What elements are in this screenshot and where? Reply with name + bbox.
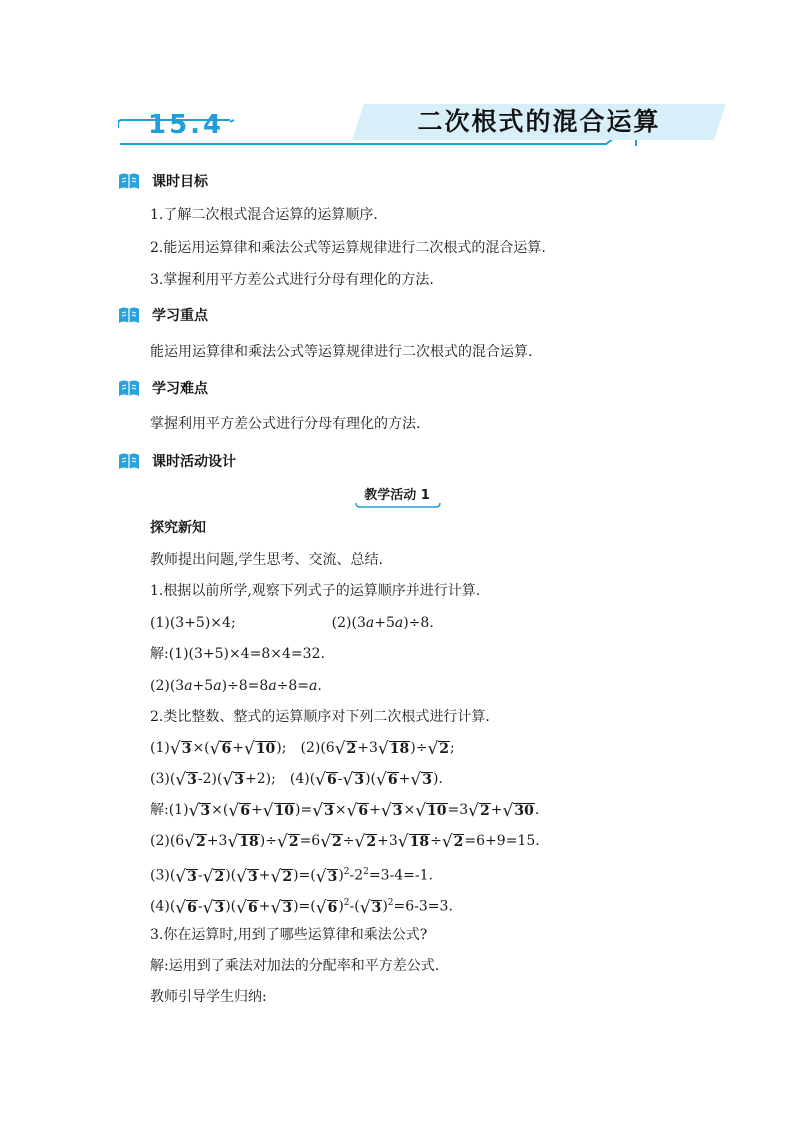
activity-intro: 教师提出问题,学生思考、交流、总结.: [150, 552, 383, 568]
lesson-number: 15.4: [148, 110, 225, 140]
section-difficulty: [118, 377, 208, 399]
question-3: 3.你在运算时,用到了哪些运算律和乘法公式?: [150, 927, 428, 943]
goal-1: 1.了解二次根式混合运算的运算顺序.: [150, 207, 378, 223]
question-2: 2.类比整数、整式的运算顺序对下列二次根式进行计算.: [150, 709, 490, 725]
q1-problems: (1)(3+5)×4; (2)(3a+5a)÷8.: [150, 615, 434, 631]
section-design: [118, 450, 236, 472]
book-icon: [118, 451, 140, 471]
q2-problems-b: (3)( √ 3 -2)( √ 3 +2); (4)( √ 6 - √ 3 )( √ 6 + √ 3 ).: [150, 770, 443, 790]
section-design-label: 课时活动设计: [152, 454, 236, 470]
q2-answer-2: (2)(6 √ 2 +3 √ 18 )÷ √ 2 =6 √ 2 ÷ √ 2 +3 √ 18 ÷ √ 2 =6+9=15.: [150, 832, 540, 852]
focus-text: 能运用运算律和乘法公式等运算规律进行二次根式的混合运算.: [150, 344, 533, 360]
q2-answer-4: (4)( √ 6 - √ 3 )( √ 6 + √ 3 )=( √ 6 )$^2$-( √ 3 )$^2$=6-3=3.: [150, 897, 453, 918]
closing-text: 教师引导学生归纳:: [150, 989, 267, 1005]
q2-answer-1: 解:(1) √ 3 ×( √ 6 + √ 10 )= √ 3 × √ 6 + √ 3 × √ 10 =3 √ 2 + √ 30 .: [150, 801, 540, 821]
lesson-title: 二次根式的混合运算: [417, 107, 661, 136]
book-icon: [118, 171, 140, 191]
lesson-header: [118, 100, 661, 152]
goal-3: 3.掌握利用平方差公式进行分母有理化的方法.: [150, 272, 434, 288]
difficulty-text: 掌握利用平方差公式进行分母有理化的方法.: [150, 416, 421, 432]
section-focus: [118, 304, 208, 326]
activity-underline: [354, 501, 442, 509]
section-focus-label: 学习重点: [152, 308, 208, 324]
q2-answer-3: (3)( √ 3 - √ 2 )( √ 3 + √ 2 )=( √ 3 )$^2-2^2=3-4=-1$.: [150, 866, 433, 887]
section-goals-label: 课时目标: [152, 174, 208, 190]
book-icon: [118, 378, 140, 398]
activity-subtitle: 探究新知: [150, 520, 206, 536]
question-1: 1.根据以前所学,观察下列式子的运算顺序并进行计算.: [150, 583, 481, 599]
answer-3: 解:运用到了乘法对加法的分配率和平方差公式.: [150, 958, 440, 974]
q1-answer-1: 解:(1)(3+5)×4=8×4=32.: [150, 646, 325, 662]
q1-answer-2: (2)(3a+5a)÷8=8a÷8=a.: [150, 678, 322, 694]
header-title-box: [352, 104, 726, 140]
q2-problems-a: (1) √ 3 ×( √ 6 + √ 10 ); (2)(6 √ 2 +3 √ 18 )÷ √ 2 ;: [150, 739, 455, 759]
goal-2: 2.能运用运算律和乘法公式等运算规律进行二次根式的混合运算.: [150, 240, 546, 256]
activity-label: 教学活动 1: [364, 488, 430, 503]
book-icon: [118, 305, 140, 325]
section-goals: [118, 170, 208, 192]
section-difficulty-label: 学习难点: [152, 381, 208, 397]
